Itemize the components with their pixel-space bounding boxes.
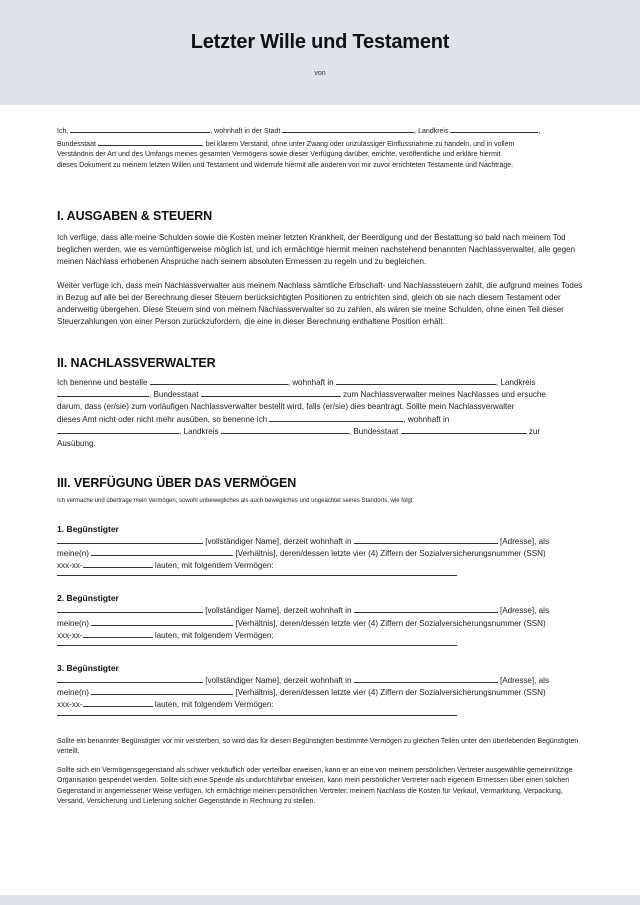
beneficiary-address-field[interactable] [354, 536, 498, 544]
beneficiary-title: 3. Begünstigter [57, 662, 119, 673]
beneficiary-ssn-field[interactable] [83, 560, 153, 568]
beneficiary-address-field[interactable] [354, 605, 498, 613]
document-title: Letzter Wille und Testament [190, 31, 450, 53]
section-heading: III. VERFÜGUNG ÜBER DAS VERMÖGEN [57, 476, 297, 491]
executor-paragraph: Ich benenne und bestelle , wohnhaft in , Landkreis , Bundesstaat zum Nachlassverwalter meines Nachlasses und ersuche darum, dass (er/sie) zum vorläufigen Nachlassverwalter bestellt wird, falls (er/sie) dies beantragt. Sollte mein Nachlassverwalter dieses Amt nicht oder nicht mehr ausüben, so benenne ich , wohnhaft in , Landkreis , Bundesstaat zur Ausübung. [57, 378, 546, 449]
beneficiary-name-field[interactable] [57, 605, 203, 613]
testator-name-field[interactable] [70, 125, 210, 133]
beneficiary-property-field[interactable] [57, 572, 457, 576]
executor-address-field[interactable] [336, 377, 496, 385]
section-heading: II. NACHLASSVERWALTER [57, 356, 216, 370]
document-subtitle: von [314, 70, 326, 77]
predecease-paragraph: Sollte ein benannter Begünstigter vor mir versterben, so wird das für diesen Begünstigten bestimmte Vermögen zu gleichen Teilen unter den überlebenden Begünstigten verteilt. [57, 737, 579, 756]
testator-city-field[interactable] [282, 125, 414, 133]
intro-text: Ich, [57, 128, 69, 135]
document-body [57, 125, 585, 808]
beneficiary-ssn-field[interactable] [83, 699, 153, 707]
beneficiary-property-field[interactable] [57, 642, 457, 646]
alternate-executor-address-field[interactable] [57, 426, 179, 434]
beneficiary-name-field[interactable] [57, 536, 203, 544]
beneficiary-relationship-field[interactable] [91, 548, 233, 556]
beneficiary-block: [vollständiger Name], derzeit wohnhaft in [Adresse], als meine(n) [Verhältnis], deren/dessen letzte vier (4) Ziffern der Sozialversicherungsnummer (SSN) xxx-xx- lauten, mit folgendem Vermögen: [57, 536, 585, 577]
beneficiary-name-field[interactable] [57, 675, 203, 683]
alternate-executor-state-field[interactable] [401, 426, 527, 434]
beneficiary-title: 2. Begünstigter [57, 593, 119, 604]
beneficiary-ssn-field[interactable] [83, 630, 153, 638]
alternate-executor-name-field[interactable] [269, 414, 403, 422]
beneficiary-property-field[interactable] [57, 712, 457, 716]
executor-state-field[interactable] [201, 389, 341, 397]
executor-county-field[interactable] [57, 389, 149, 397]
section-heading: I. AUSGABEN & STEUERN [57, 209, 213, 223]
section-paragraph: Ich verfüge, dass alle meine Schulden sowie die Kosten meiner letzten Krankheit, der Beerdigung und der Bestattung so bald nach meinem Tod beglichen werden, wie es vernünftigerweise möglich ist, und ich ermächtige hiermit meinen nachstehend benannten Nachlassverwalter, alle gegen meinen Nachlass erhobenen Ansprüche nach seinem absoluten Ermessen zu regeln und zu begleichen. [57, 233, 576, 266]
executor-name-field[interactable] [150, 377, 288, 385]
section-intro: Ich vermache und übertrage mein Vermögen, sowohl unbewegliches als auch bewegliches und ungeachtet seines Standorts, wie folgt: [57, 498, 415, 505]
beneficiary-title: 1. Begünstigter [57, 523, 119, 534]
beneficiary-block: [vollständiger Name], derzeit wohnhaft in [Adresse], als meine(n) [Verhältnis], deren/dessen letzte vier (4) Ziffern der Sozialversicherungsnummer (SSN) xxx-xx- lauten, mit folgendem Vermögen: [57, 675, 585, 716]
unsellable-assets-paragraph: Sollte sich ein Vermögensgegenstand als schwer verkäuflich oder verteilbar erweisen, kann er an eine von meinem persönlichen Vertreter ausgewählte gemeinnützige Organisation gespendet werden. Sollte sich eine Spende als undurchführbar erweisen, kann mein persönlicher Vertreter nach eigenem Ermessen über einen solchen Gegenstand in angemessener Weise verfügen. Ich ermächtige meinen persönlichen Vertreter, meinem Nachlass die Kosten für Verkauf, Vermarktung, Verpackung, Versand, Versicherung und Lieferung solcher Gegenstände in Rechnung zu stellen. [57, 766, 573, 806]
testator-state-field[interactable] [98, 138, 202, 146]
alternate-executor-county-field[interactable] [221, 426, 349, 434]
beneficiary-block: [vollständiger Name], derzeit wohnhaft in [Adresse], als meine(n) [Verhältnis], deren/dessen letzte vier (4) Ziffern der Sozialversicherungsnummer (SSN) xxx-xx- lauten, mit folgendem Vermögen: [57, 605, 585, 646]
beneficiary-relationship-field[interactable] [91, 618, 233, 626]
footer-band [0, 895, 640, 905]
testator-county-field[interactable] [450, 125, 538, 133]
header-band [0, 0, 640, 105]
beneficiary-relationship-field[interactable] [91, 687, 233, 695]
section-paragraph: Weiter verfüge ich, dass mein Nachlassverwalter aus meinem Nachlass sämtliche Erbschaft- und Nachlasssteuern zahlt, die aufgrund meines Todes in Bezug auf alle bei der Berechnung dieser Steuern berücksichtigten Positionen zu entrichten sind, gleich ob sie nach diesem Testament oder anderweitig übergehen. Diese Steuern sind von meinem Nachlassverwalter so zu zahlen, als wären sie meine Schulden, ohne einen Teil dieser Steuerzahlungen von einer Person zurückzufordern, die eine in dieser Berechnung enthaltene Position erhält. [57, 281, 583, 326]
intro-paragraph: Ich, , wohnhaft in der Stadt , Landkreis , Bundesstaat , bei klarem Verstand, ohne unter Zwang oder unzulässiger Einflussnahme zu handeln, und in vollem Verständnis der Art und des Umfangs meines gesamten Vermögens sowie dieser Verfügung darüber, errichte, veröffentliche und erkläre hiermit dieses Dokument zu meinem letzten Willen und Testament und widerrufe hiermit alle anderen von mir zuvor errichteten Testamente und Nachträge. [57, 125, 585, 169]
beneficiary-address-field[interactable] [354, 675, 498, 683]
